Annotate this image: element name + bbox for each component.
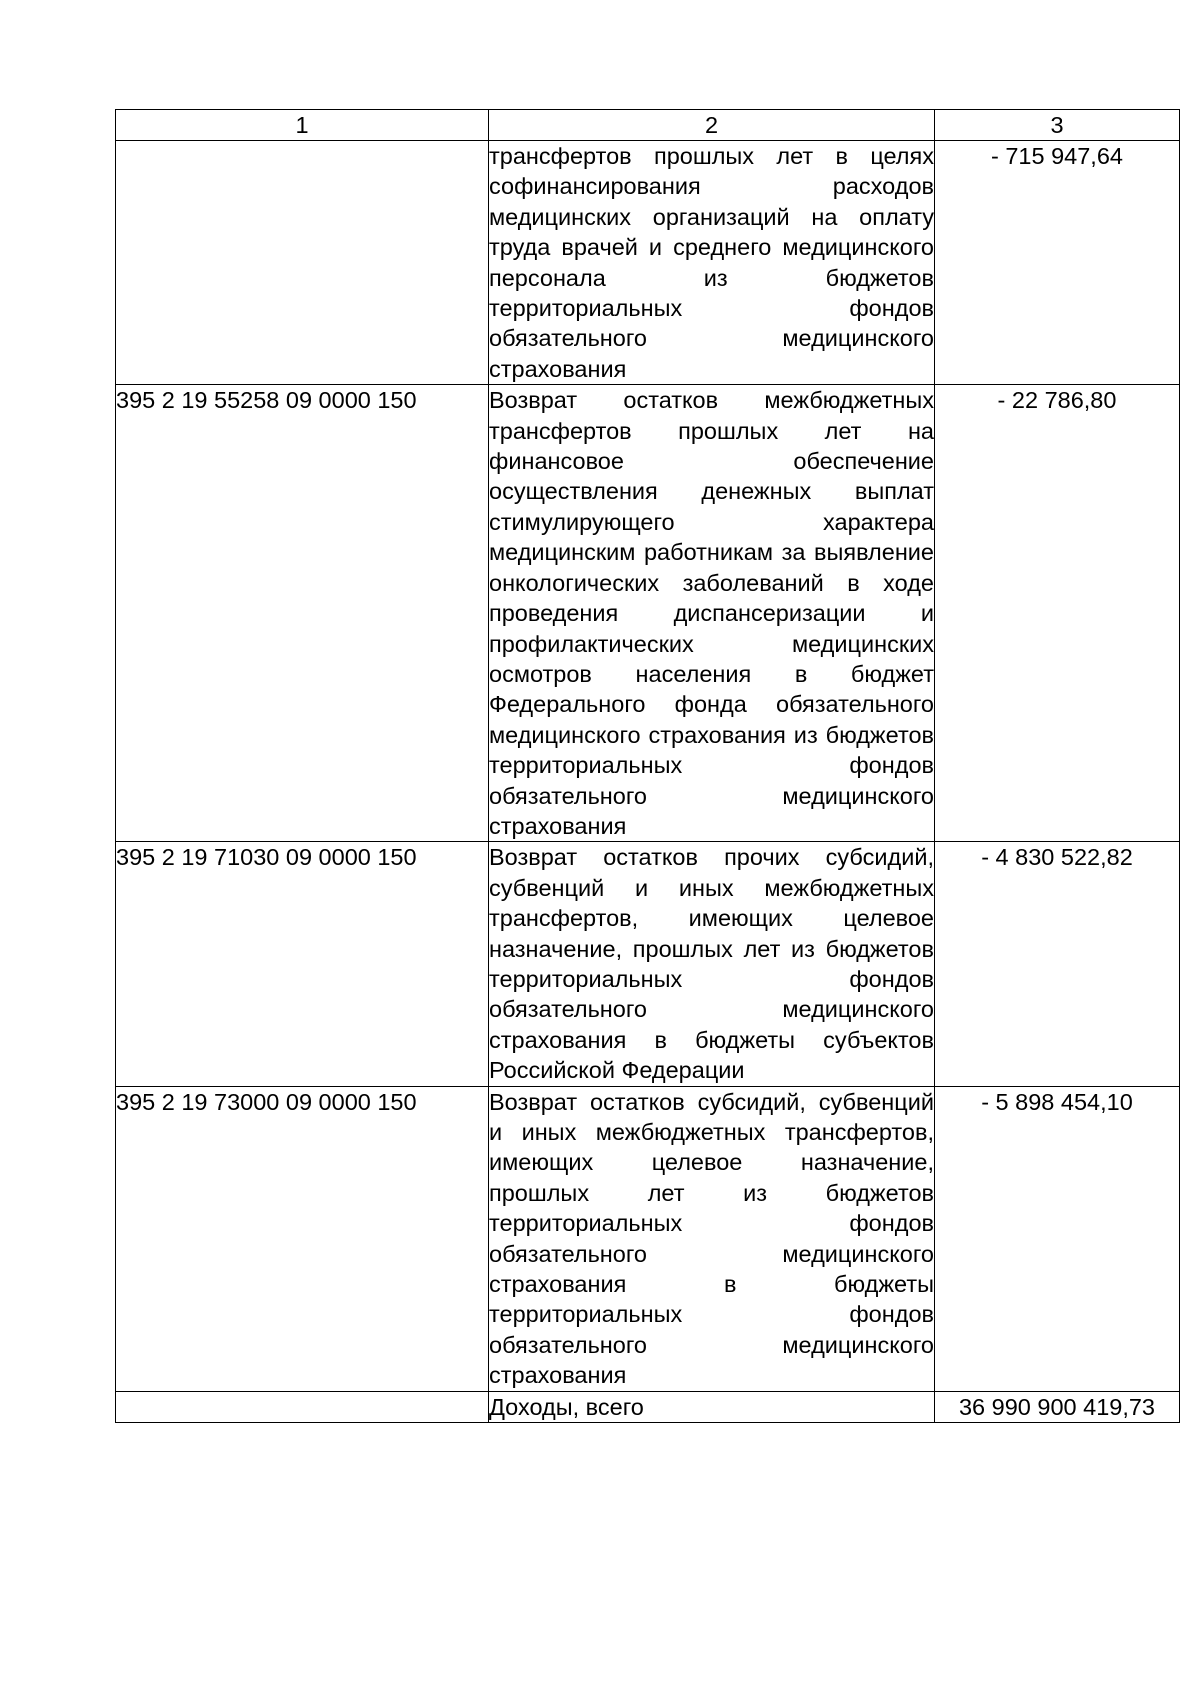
row-amount-cell: - 5 898 454,10 bbox=[935, 1086, 1180, 1391]
table-row bbox=[116, 1086, 1180, 1391]
total-label-cell: Доходы, всего bbox=[489, 1391, 935, 1422]
row-amount-cell: - 22 786,80 bbox=[935, 385, 1180, 842]
row-code-cell bbox=[116, 141, 489, 385]
table-header-row bbox=[116, 110, 1180, 141]
row-description-cell: трансфертов прошлых лет в целях софинансирования расходов медицинских организаций на оплату труда врачей и среднего медицинского персонала из бюджетов территориальных фондов обязательного медицинского страхования bbox=[489, 141, 935, 385]
row-amount-cell: - 715 947,64 bbox=[935, 141, 1180, 385]
row-code-cell: 395 2 19 73000 09 0000 150 bbox=[116, 1086, 489, 1391]
row-description-cell: Возврат остатков межбюджетных трансфертов прошлых лет на финансовое обеспечение осуществления денежных выплат стимулирующего характера медицинским работникам за выявление онкологических заболеваний в ходе проведения диспансеризации и профилактических медицинских осмотров населения в бюджет Федерального фонда обязательного медицинского страхования из бюджетов территориальных фондов обязательного медицинского страхования bbox=[489, 385, 935, 842]
row-description-cell: Возврат остатков субсидий, субвенций и иных межбюджетных трансфертов, имеющих целевое назначение, прошлых лет из бюджетов территориальных фондов обязательного медицинского страхования в бюджеты территориальных фондов обязательного медицинского страхования bbox=[489, 1086, 935, 1391]
row-description-cell: Возврат остатков прочих субсидий, субвенций и иных межбюджетных трансфертов, имеющих целевое назначение, прошлых лет из бюджетов территориальных фондов обязательного медицинского страхования в бюджеты субъектов Российской Федерации bbox=[489, 842, 935, 1086]
column-header-1: 1 bbox=[116, 110, 489, 141]
row-code-cell: 395 2 19 71030 09 0000 150 bbox=[116, 842, 489, 1086]
column-header-2: 2 bbox=[489, 110, 935, 141]
total-code-cell bbox=[116, 1391, 489, 1422]
table-row bbox=[116, 141, 1180, 385]
total-amount-cell: 36 990 900 419,73 bbox=[935, 1391, 1180, 1422]
table-row bbox=[116, 842, 1180, 1086]
row-code-cell: 395 2 19 55258 09 0000 150 bbox=[116, 385, 489, 842]
table-row bbox=[116, 385, 1180, 842]
row-amount-cell: - 4 830 522,82 bbox=[935, 842, 1180, 1086]
income-table bbox=[115, 109, 1180, 1423]
total-row bbox=[116, 1391, 1180, 1422]
column-header-3: 3 bbox=[935, 110, 1180, 141]
